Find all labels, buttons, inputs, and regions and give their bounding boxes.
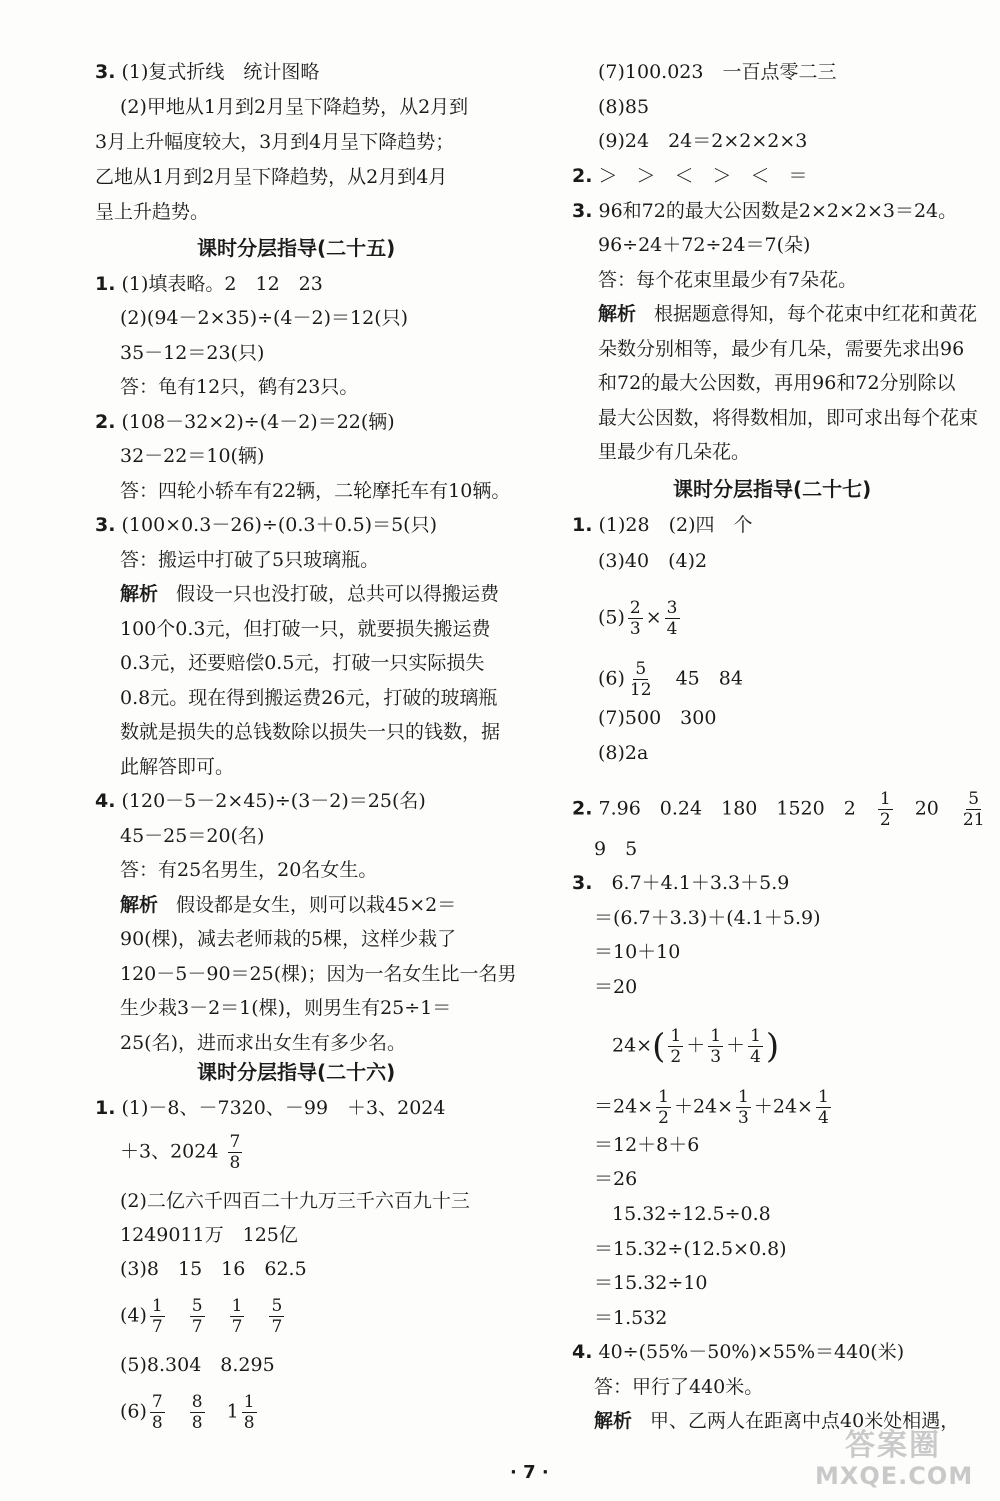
watermark-text-bottom: MXQE.COM [815,1462,974,1490]
answer-line: 1249011万 125亿 [120,1224,298,1246]
page-number: · 7 · [510,1462,549,1483]
analysis-line: 25(名)，进而求出女生有多少名。 [120,1032,407,1054]
answer-line: 24×( $\frac{1}{2}$ ＋ $\frac{1}{3}$ ＋ $\frac{1}{4}$ ) [612,1026,780,1067]
answer-line: ＝20 [594,976,638,998]
answer-line: (6) $\frac{5}{12}$ 45 84 [598,659,743,700]
section-heading: 课时分层指导(二十五) [197,236,396,260]
answer-line: 35－12＝23(只) [120,342,265,364]
answer-line: 2. ＞ ＞ ＜ ＞ ＜ ＝ [572,165,808,187]
analysis-line: 朵数分别相等，最少有几朵，需要先求出96 [598,338,965,360]
answer-line: ＝24× $\frac{1}{2}$ ＋24× $\frac{1}{3}$ ＋24× $\frac{1}{4}$ [594,1087,829,1128]
analysis-line: 生少栽3－2＝1(棵)，则男生有25÷1＝ [120,997,452,1019]
answer-line: 15.32÷12.5÷0.8 [612,1203,771,1225]
watermark-text-top: 答案圈 [845,1428,941,1463]
analysis-line: 此解答即可。 [120,756,235,778]
fraction: $\frac{5}{7}$ [191,1296,203,1337]
answer-line: 3. 96和72的最大公因数是2×2×2×3＝24。 [572,200,958,222]
answer-line: 答：四轮小轿车有22辆，二轮摩托车有10辆。 [120,480,511,502]
answer-line: 3. (100×0.3－26)÷(0.3＋0.5)＝5(只) [95,514,437,536]
fraction: $\frac{5}{12}$ [629,659,652,700]
fraction: $\frac{1}{7}$ [151,1296,163,1337]
answer-line: 4. 40÷(55%－50%)×55%＝440(米) [572,1341,905,1363]
section-heading: 课时分层指导(二十六) [197,1060,396,1084]
answer-line: ＝(6.7＋3.3)＋(4.1＋5.9) [594,907,821,929]
answer-line: 1. (1)填表略。2 12 23 [95,273,323,295]
fraction: $\frac{1}{2}$ [879,789,891,830]
fraction: $\frac{8}{8}$ [191,1392,203,1433]
fraction: $\frac{7}{8}$ [229,1132,241,1173]
analysis-line: 0.8元。现在得到搬运费26元，打破的玻璃瓶 [120,687,498,709]
fraction: $\frac{1}{4}$ [817,1087,829,1128]
fraction: $\frac{1}{3}$ [710,1026,722,1067]
answer-line: 32－22＝10(辆) [120,445,265,467]
answer-line: (2)二亿六千四百二十九万三千六百九十三 [120,1190,470,1212]
analysis-line: 解析 假设都是女生，则可以栽45×2＝ [120,894,457,916]
answer-line: (2)(94－2×35)÷(4－2)＝12(只) [120,307,409,329]
answer-line: (8)85 [598,96,650,118]
analysis-line: 数就是损失的总钱数除以损失一只的钱数，据 [120,721,501,743]
answer-line: (4) $\frac{1}{7}$ $\frac{5}{7}$ $\frac{1}{7}$ $\frac{5}{7}$ [120,1296,283,1337]
analysis-label: 解析 [120,894,159,916]
fraction: $\frac{1}{2}$ [670,1026,682,1067]
answer-line: ＝15.32÷(12.5×0.8) [594,1238,787,1260]
answer-line: ＝10＋10 [594,941,681,963]
answer-line: 答：甲行了440米。 [594,1376,764,1398]
analysis-line: 最大公因数，将得数相加，即可求出每个花束 [598,407,979,429]
answer-line: 答：龟有12只，鹤有23只。 [120,376,359,398]
analysis-line: 100个0.3元，但打破一只，就要损失搬运费 [120,618,491,640]
answer-line: ＝26 [594,1168,638,1190]
answer-line: 3. (1)复式折线 统计图略 [95,61,320,83]
fraction: $\frac{7}{8}$ [151,1392,163,1433]
fraction: $\frac{3}{4}$ [666,598,678,639]
analysis-line: 0.3元，还要赔偿0.5元，打破一只实际损失 [120,652,485,674]
section-heading: 课时分层指导(二十七) [673,477,872,501]
answer-line: ＝1.532 [594,1307,668,1329]
analysis-line: 120－5－90＝25(棵)；因为一名女生比一名男 [120,963,517,985]
fraction: $\frac{2}{3}$ [629,598,641,639]
analysis-label: 解析 [594,1410,633,1432]
answer-line: (7)500 300 [598,707,717,729]
analysis-line: 和72的最大公因数，再用96和72分别除以 [598,372,956,394]
answer-line: 2. (108－32×2)÷(4－2)＝22(辆) [95,411,395,433]
answer-line: (9)24 24＝2×2×2×3 [598,130,808,152]
analysis-label: 解析 [120,583,159,605]
answer-line: 4. (120－5－2×45)÷(3－2)＝25(名) [95,790,426,812]
answer-line: 45－25＝20(名) [120,825,265,847]
answer-line: (6) $\frac{7}{8}$ $\frac{8}{8}$ 1 $\frac{1}{8}$ [120,1392,255,1433]
answer-line: 3月上升幅度较大，3月到4月呈下降趋势； [95,131,455,153]
answer-line: (7)100.023 一百点零二三 [598,61,837,83]
answer-line: 呈上升趋势。 [95,201,210,223]
fraction: $\frac{1}{4}$ [750,1026,761,1067]
analysis-line: 解析 假设一只也没打破，总共可以得搬运费 [120,583,500,605]
fraction: $\frac{5}{21}$ [962,789,985,830]
answer-line: 答：每个花束里最少有7朵花。 [598,269,858,291]
analysis-line: 解析 根据题意得知，每个花束中红花和黄花 [598,303,978,325]
answer-line: (2)甲地从1月到2月呈下降趋势，从2月到 [120,96,469,118]
analysis-line: 90(棵)，减去老师栽的5棵，这样少栽了 [120,928,457,950]
answer-line: ＋3、2024 $\frac{7}{8}$ [120,1132,241,1173]
answer-line: ＝12＋8＋6 [594,1134,700,1156]
answer-line: 答：搬运中打破了5只玻璃瓶。 [120,549,380,571]
answer-line: 答：有25名男生，20名女生。 [120,859,378,881]
answer-line: (8)2a [598,742,649,764]
fraction: $\frac{1}{8}$ [243,1392,255,1433]
answer-line: 2. 7.96 0.24 180 1520 2 $\frac{1}{2}$ 20 $\frac{5}{21}$ [572,789,985,830]
watermark-logo [815,1420,995,1498]
fraction: $\frac{5}{7}$ [271,1296,283,1337]
analysis-line: 里最少有几朵花。 [598,441,751,463]
answer-line: 9 5 [594,838,638,860]
fraction: $\frac{1}{7}$ [231,1296,243,1337]
fraction: $\frac{1}{2}$ [658,1087,669,1128]
answer-line: 乙地从1月到2月呈下降趋势，从2月到4月 [95,166,448,188]
answer-line: (5)8.304 8.295 [120,1354,275,1376]
answer-line: 1. (1)28 (2)四 个 [572,514,753,536]
answer-line: (3)40 (4)2 [598,550,708,572]
answer-line: 1. (1)－8、－7320、－99 ＋3、2024 [95,1097,446,1119]
answer-line: (3)8 15 16 62.5 [120,1258,307,1280]
answer-line: (5) $\frac{2}{3}$ × $\frac{3}{4}$ [598,598,678,639]
analysis-line: 解析 甲、乙两人在距离中点40米处相遇， [594,1410,960,1432]
fraction: $\frac{1}{3}$ [738,1087,749,1128]
analysis-label: 解析 [598,303,637,325]
answer-line: 96÷24＋72÷24＝7(朵) [598,234,811,256]
answer-line: ＝15.32÷10 [594,1272,708,1294]
answer-line: 3. 6.7＋4.1＋3.3＋5.9 [572,872,790,894]
